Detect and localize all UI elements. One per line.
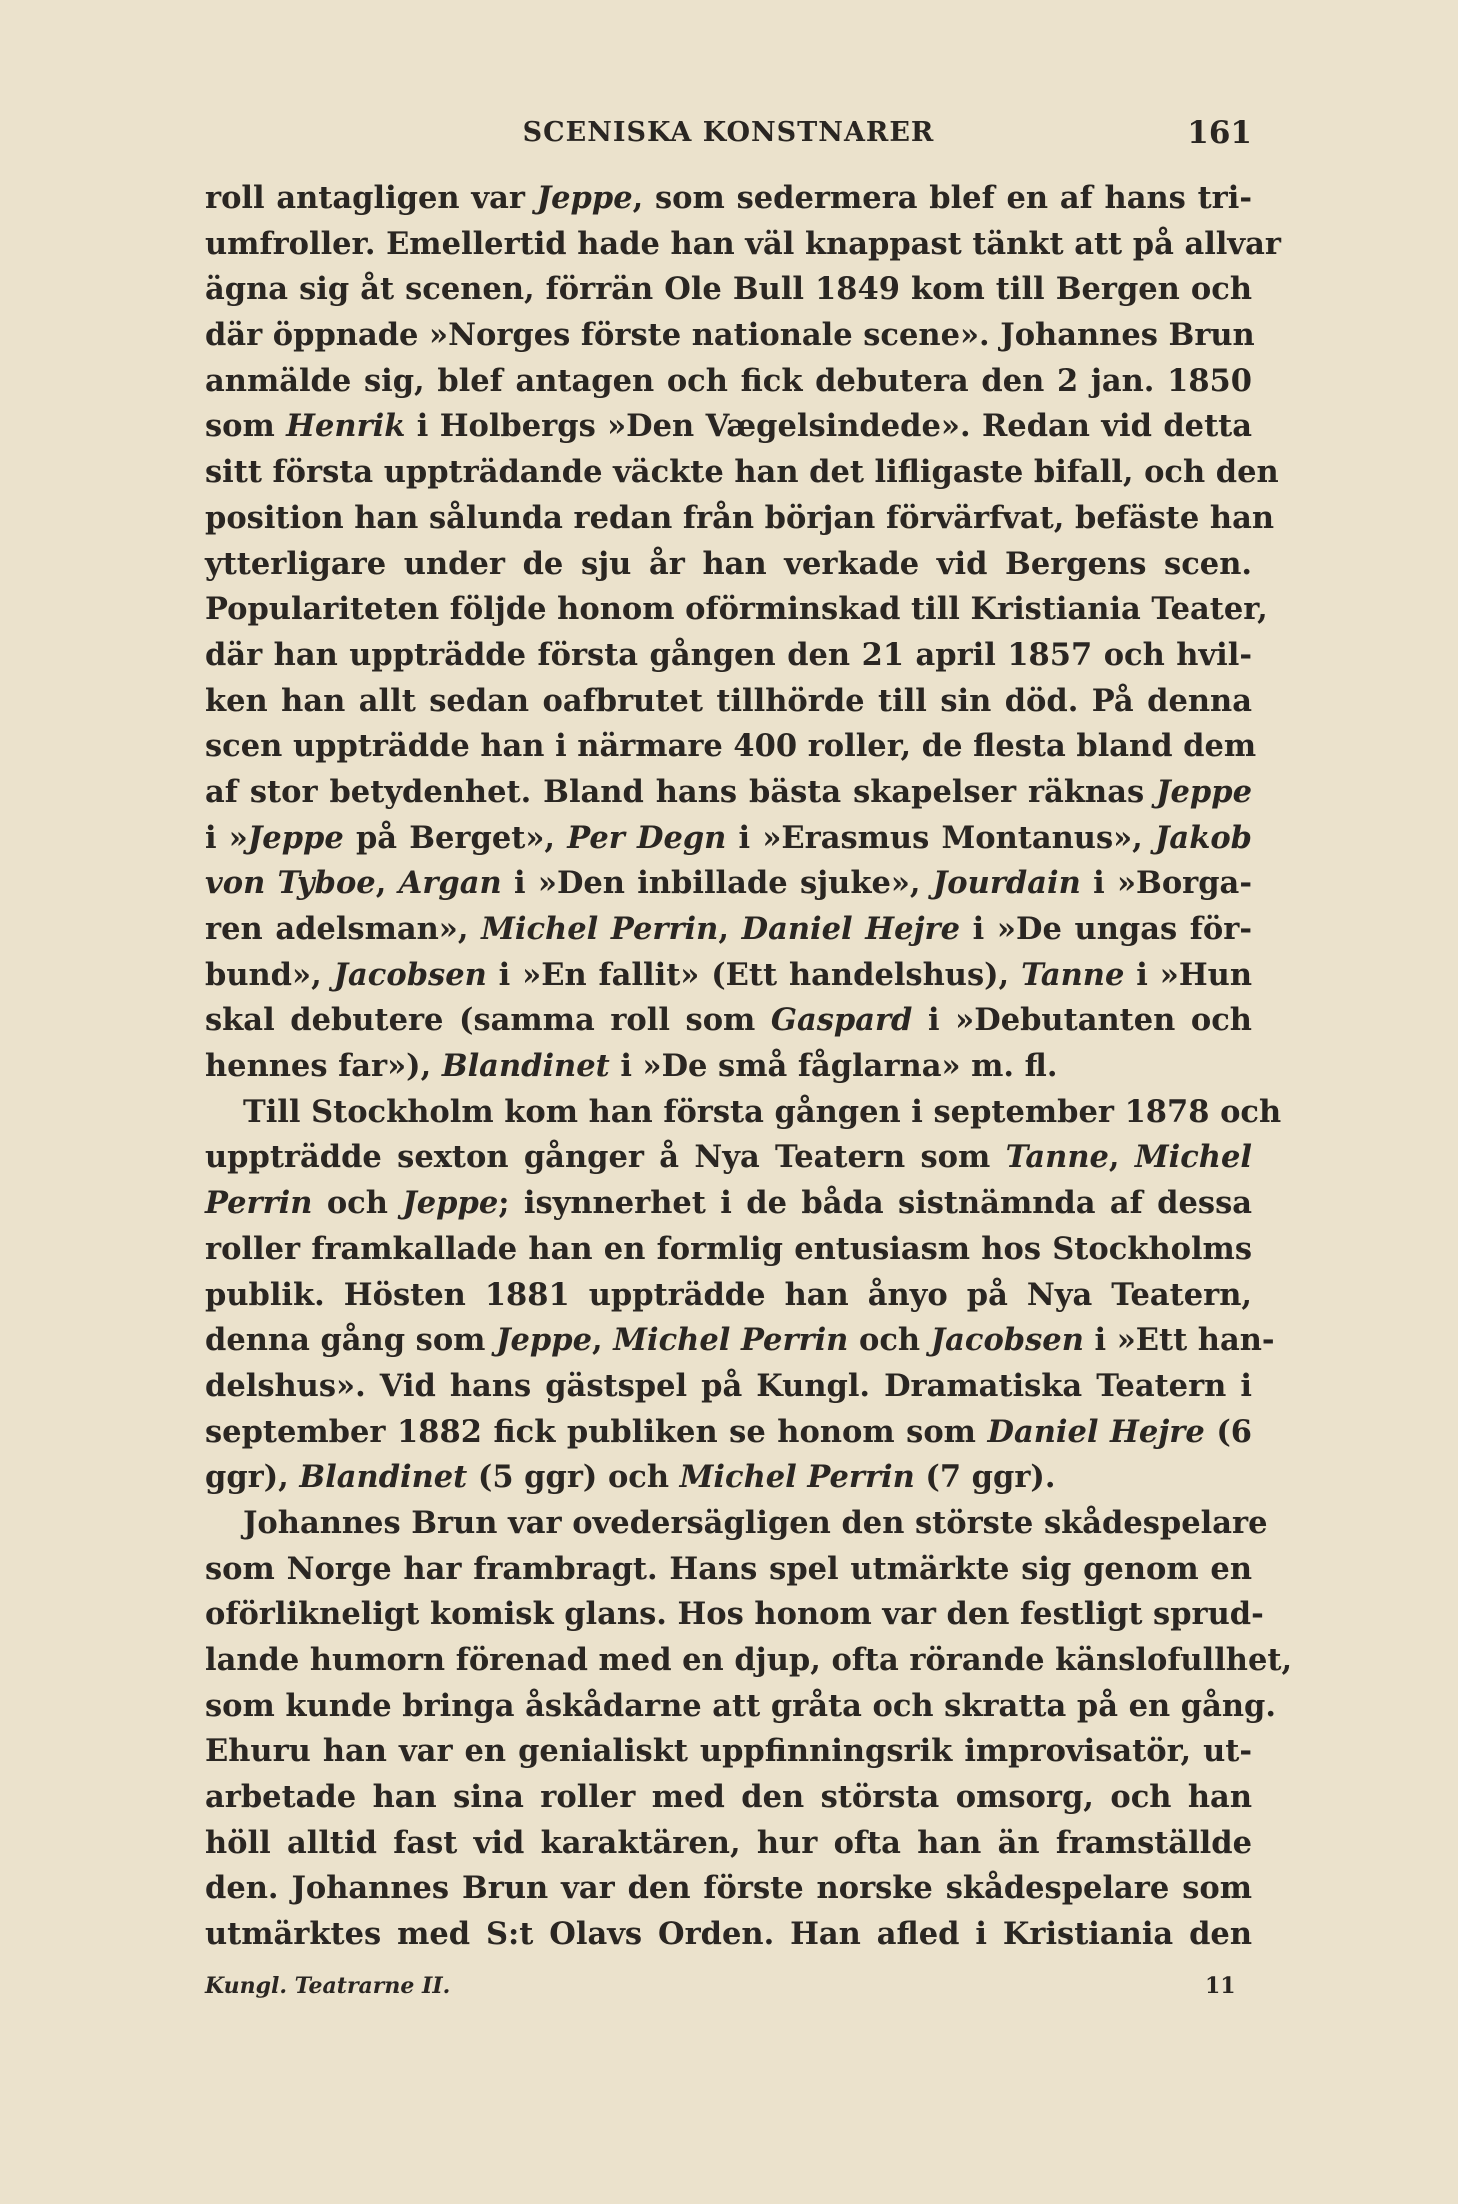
text-line: utmärktes med S:t Olavs Orden. Han afled i Kristiania den (205, 1916, 1252, 1953)
signature-mark: 11 (1205, 1973, 1236, 1999)
text-line: publik. Hösten 1881 uppträdde han ånyo på Nya Teatern, (205, 1276, 1252, 1313)
text-line: Johannes Brun var ovedersägligen den störste skådespelare (243, 1504, 1268, 1541)
text-line: position han sålunda redan från början förvärfvat, befäste han (205, 499, 1275, 536)
text-line: anmälde sig, blef antagen och fick debutera den 2 jan. 1850 (205, 362, 1252, 399)
text-line: ytterligare under de sju år han verkade vid Bergens scen. (205, 545, 1252, 582)
text-line: arbetade han sina roller med den största omsorg, och han (205, 1779, 1252, 1816)
text-line: Till Stockholm kom han första gången i september 1878 och (243, 1093, 1282, 1130)
text-line: ggr), Blandinet (5 ggr) och Michel Perrin (7 ggr). (205, 1459, 1056, 1496)
running-title: SCENISKA KONSTNARER (522, 117, 935, 148)
text-line: ken han allt sedan oafbrutet tillhörde till sin död. På denna (205, 682, 1252, 719)
text-line: scen uppträdde han i närmare 400 roller, de flesta bland dem (205, 728, 1257, 765)
text-line: oförlikneligt komisk glans. Hos honom var den festligt sprud- (205, 1596, 1264, 1633)
text-line: sitt första uppträdande väckte han det lifligaste bifall, och den (205, 454, 1279, 491)
text-line: bund», Jacobsen i »En fallit» (Ett handelshus), Tanne i »Hun (205, 956, 1252, 993)
text-line: som Henrik i Holbergs »Den Vægelsindede». Redan vid detta (205, 408, 1253, 445)
body-text (205, 176, 1293, 1958)
text-line: Populariteten följde honom oförminskad till Kristiania Teater, (205, 591, 1268, 628)
text-line: af stor betydenhet. Bland hans bästa skapelser räknas Jeppe (205, 773, 1252, 810)
text-line: skal debutere (samma roll som Gaspard i »Debutanten och (205, 1002, 1252, 1039)
text-line: ren adelsman», Michel Perrin, Daniel Hejre i »De ungas för- (205, 911, 1252, 947)
text-line: uppträdde sexton gånger å Nya Teatern som Tanne, Michel (205, 1139, 1252, 1176)
text-line: von Tyboe, Argan i »Den inbillade sjuke», Jourdain i »Borga- (205, 865, 1252, 902)
text-line: den. Johannes Brun var den förste norske skådespelare som (205, 1870, 1252, 1907)
text-line: höll alltid fast vid karaktären, hur ofta han än framställde (205, 1824, 1252, 1861)
text-line: Ehuru han var en genialiskt uppfinningsrik improvisatör, ut- (205, 1733, 1252, 1770)
text-line: ägna sig åt scenen, förrän Ole Bull 1849 kom till Bergen och (205, 271, 1252, 308)
text-line: roll antagligen var Jeppe, som sedermera blef en af hans tri- (205, 180, 1252, 216)
text-line: denna gång som Jeppe, Michel Perrin och Jacobsen i »Ett han- (205, 1322, 1275, 1359)
text-line: som kunde bringa åskådarne att gråta och skratta på en gång. (205, 1687, 1276, 1724)
text-line: som Norge har frambragt. Hans spel utmärkte sig genom en (205, 1550, 1252, 1587)
text-line: september 1882 fick publiken se honom som Daniel Hejre (6 (205, 1413, 1252, 1450)
text-line: delshus». Vid hans gästspel på Kungl. Dramatiska Teatern i (205, 1367, 1252, 1404)
page-number: 161 (1187, 115, 1252, 151)
text-line: i »Jeppe på Berget», Per Degn i »Erasmus Montanus», Jakob (205, 819, 1252, 856)
text-line: där han uppträdde första gången den 21 april 1857 och hvil- (205, 636, 1252, 673)
text-line: hennes far»), Blandinet i »De små fåglarna» m. fl. (205, 1048, 1058, 1085)
page-footer (205, 1966, 1252, 2006)
printer-signature: Kungl. Teatrarne II. (205, 1973, 451, 1999)
text-line: roller framkallade han en formlig entusiasm hos Stockholms (205, 1230, 1252, 1267)
page-header (205, 108, 1252, 158)
text-line: umfroller. Emellertid hade han väl knappast tänkt att på allvar (205, 225, 1281, 262)
text-line: lande humorn förenad med en djup, ofta rörande känslofullhet, (205, 1642, 1293, 1678)
text-line: Perrin och Jeppe; isynnerhet i de båda sistnämnda af dessa (205, 1185, 1253, 1222)
text-line: där öppnade »Norges förste nationale scene». Johannes Brun (205, 317, 1255, 354)
